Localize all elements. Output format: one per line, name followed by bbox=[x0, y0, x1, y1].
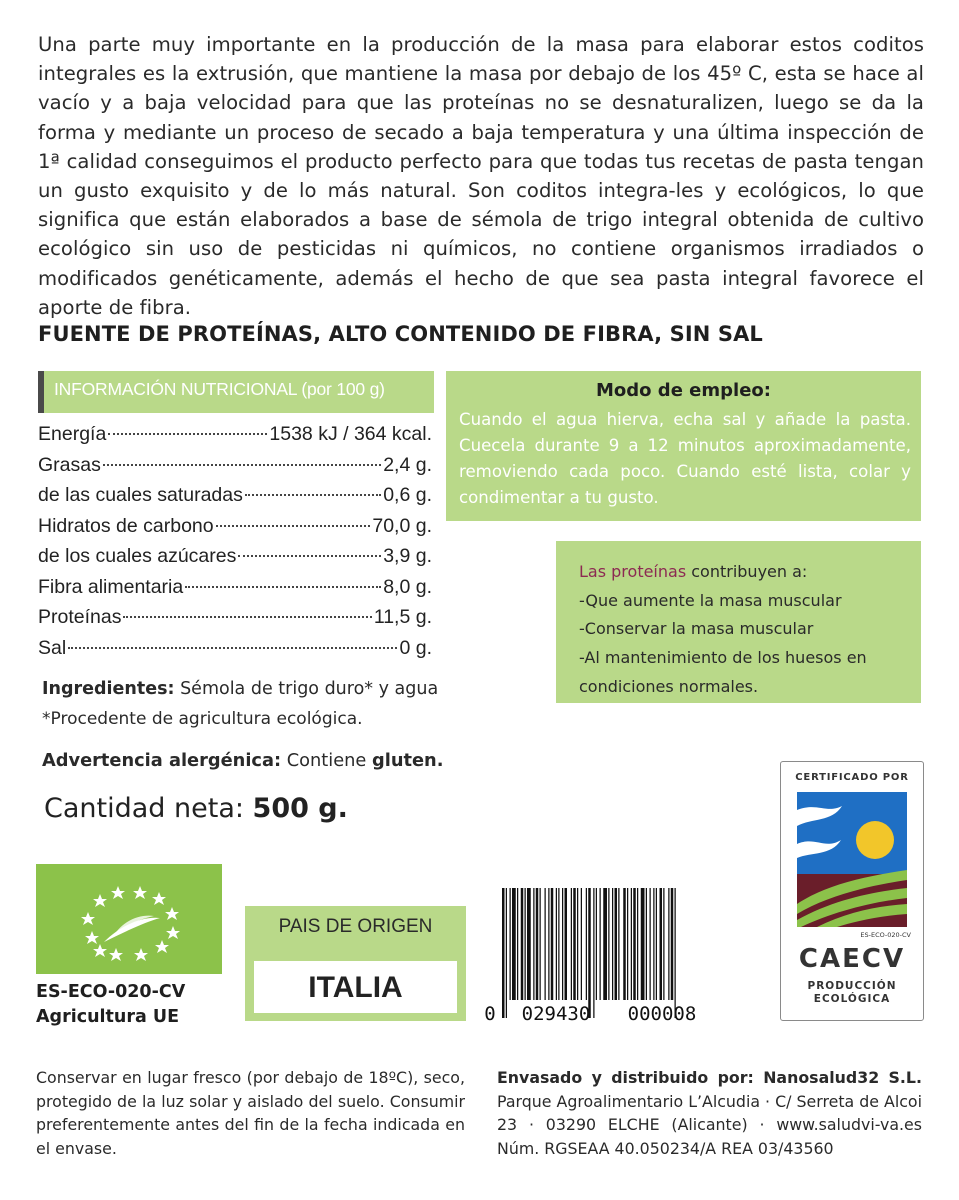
nutrition-label: de los cuales azúcares bbox=[38, 545, 237, 567]
barcode-bar bbox=[577, 888, 578, 1000]
eu-leaf-icon bbox=[36, 864, 222, 974]
barcode-bar bbox=[588, 888, 591, 1018]
eu-control-code: ES-ECO-020-CV bbox=[36, 982, 186, 1002]
eu-organic-code bbox=[36, 980, 185, 1030]
caecv-production bbox=[781, 980, 923, 1006]
barcode-bar bbox=[548, 888, 549, 1000]
dot-leader bbox=[245, 494, 381, 496]
barcode-bar bbox=[650, 888, 651, 1000]
barcode-bar bbox=[551, 888, 554, 1000]
nutrition-row bbox=[38, 515, 432, 546]
barcode-bar bbox=[646, 888, 647, 1000]
barcode-bar bbox=[510, 888, 511, 1000]
barcode-bar bbox=[633, 888, 636, 1000]
nutrition-header-title: INFORMACIÓN NUTRICIONAL (por 100 g) bbox=[54, 379, 385, 399]
nutrition-label: Energía bbox=[38, 423, 107, 445]
barcode-digits: 029430 bbox=[521, 1003, 591, 1023]
protein-intro-rest: contribuyen a: bbox=[686, 562, 808, 581]
nutrition-value: 0 g. bbox=[399, 636, 432, 659]
nutrition-row bbox=[38, 606, 432, 637]
caecv-production-line1: PRODUCCIÓN bbox=[807, 980, 897, 992]
barcode-bar bbox=[627, 888, 628, 1000]
barcode-bar bbox=[608, 888, 609, 1000]
usage-text: Cuando el agua hierva, echa sal y añade la pasta. Cuecela durante 9 a 12 minutos aproximadamente, removiendo cada poco. Cuando esté lista, colar y condimentar a tu gusto. bbox=[459, 410, 911, 507]
barcode-bar bbox=[653, 888, 654, 1000]
barcode-bar bbox=[525, 888, 526, 1000]
barcode-bar bbox=[671, 888, 674, 1000]
barcode-bar bbox=[663, 888, 664, 1000]
barcode-bar bbox=[512, 888, 516, 1000]
nutrition-label: Sal bbox=[38, 636, 67, 659]
caecv-certified-by: CERTIFICADO POR bbox=[795, 772, 909, 783]
barcode-bar bbox=[612, 888, 613, 1000]
barcode-bar bbox=[581, 888, 582, 1000]
dot-leader bbox=[123, 616, 371, 618]
barcode-bar bbox=[573, 888, 576, 1000]
dot-leader bbox=[216, 525, 371, 527]
dot-leader bbox=[103, 464, 381, 466]
usage-instructions-box bbox=[446, 371, 921, 521]
caecv-name: CAECV bbox=[798, 944, 906, 974]
ingredients-line bbox=[42, 679, 438, 699]
allergen-name: gluten. bbox=[372, 750, 444, 771]
nutrition-label: Fibra alimentaria bbox=[38, 575, 184, 598]
barcode-bar bbox=[615, 888, 618, 1000]
barcode-bar bbox=[502, 888, 505, 1018]
nutrition-value: 8,0 g. bbox=[383, 575, 432, 598]
caecv-code: ES-ECO-020-CV bbox=[860, 931, 911, 939]
nutrition-label: de las cuales saturadas bbox=[38, 484, 243, 506]
caecv-emblem-icon bbox=[797, 792, 907, 927]
barcode-bar bbox=[540, 888, 541, 1000]
packager-info bbox=[497, 1066, 922, 1160]
nutrition-value: 1538 kJ / 364 kcal. bbox=[269, 423, 432, 445]
allergen-label: Advertencia alergénica: bbox=[42, 750, 282, 771]
barcode-bar bbox=[603, 888, 607, 1000]
barcode-bar bbox=[565, 888, 568, 1000]
caecv-production-line2: ECOLÓGICA bbox=[813, 993, 891, 1005]
dot-leader bbox=[185, 586, 381, 588]
barcode-bar bbox=[596, 888, 597, 1000]
allergen-warning bbox=[42, 750, 443, 771]
protein-claims-intro bbox=[579, 558, 909, 587]
barcode-bar bbox=[586, 888, 587, 1000]
net-quantity-label: Cantidad neta: bbox=[44, 793, 253, 824]
barcode-bar bbox=[533, 888, 534, 1000]
origin-value: ITALIA bbox=[308, 971, 403, 1004]
nutrition-value: 2,4 g. bbox=[383, 453, 432, 476]
nutrition-table bbox=[38, 423, 432, 667]
barcode-bar bbox=[660, 888, 663, 1000]
barcode-bar bbox=[506, 888, 507, 1018]
nutrition-header bbox=[38, 371, 434, 413]
nutrition-row bbox=[38, 484, 432, 515]
storage-instructions: Conservar en lugar fresco (por debajo de 18ºC), seco, protegido de la luz solar y aislado del suelo. Consumir preferentemente antes del fin de la fecha indicada en el envase. bbox=[36, 1068, 465, 1158]
barcode-bar bbox=[545, 888, 546, 1000]
nutrition-label: Proteínas bbox=[38, 606, 122, 628]
eu-organic-leaf-logo bbox=[36, 864, 222, 974]
nutrition-value: 3,9 g. bbox=[383, 545, 432, 567]
origin-value-box bbox=[254, 961, 457, 1013]
barcode-bar bbox=[656, 888, 657, 1000]
origin-label: PAIS DE ORIGEN bbox=[278, 916, 433, 937]
barcode-bar bbox=[631, 888, 632, 1000]
claims-headline: FUENTE DE PROTEÍNAS, ALTO CONTENIDO DE FIBRA, SIN SAL bbox=[38, 322, 763, 346]
barcode-bar bbox=[623, 888, 626, 1000]
barcode-bar bbox=[637, 888, 638, 1000]
barcode-bar bbox=[600, 888, 601, 1000]
ingredients-label: Ingredientes: bbox=[42, 679, 175, 699]
dot-leader bbox=[68, 647, 397, 649]
caecv-certification-logo bbox=[780, 761, 924, 1021]
packager-label: Envasado y distribuido por: Nanosalud32 S.L. bbox=[497, 1068, 922, 1087]
barcode-bar bbox=[556, 888, 557, 1000]
net-quantity-value: 500 g. bbox=[252, 793, 348, 824]
protein-claim-item: -Conservar la masa muscular bbox=[579, 619, 814, 639]
allergen-text: Contiene bbox=[281, 750, 373, 771]
nutrition-value: 0,6 g. bbox=[383, 484, 432, 506]
usage-title: Modo de empleo: bbox=[596, 380, 771, 401]
barcode-digits: 000008 bbox=[627, 1003, 697, 1023]
barcode-bar bbox=[668, 888, 669, 1000]
nutrition-row bbox=[38, 637, 432, 668]
country-of-origin-box bbox=[245, 906, 466, 1021]
protein-claims-text bbox=[579, 558, 909, 702]
net-quantity bbox=[44, 793, 348, 824]
nutrition-row bbox=[38, 545, 432, 576]
product-description: Una parte muy importante en la producción de la masa para elaborar estos coditos integrales es la extrusión, que mantiene la masa por debajo de los 45º C, esta se hace al vacío y a baja velocidad para que las proteínas no se desnaturalizen, luego se da la forma y mediante un proceso de secado a baja temperatura y una última inspección de 1ª calidad conseguimos el producto perfecto para que todas tus recetas de pasta tengan un gusto exquisito y de lo más natural. Son coditos integra-les y ecológicos, lo que significa que están elaborados a base de sémola de trigo integral obtenida de cultivo ecológico sin uso de pesticidas ni químicos, no contiene organismos irradiados o modificados genéticamente, además el hecho de que sea pasta integral favorece el aporte de fibra. bbox=[38, 33, 924, 319]
eu-agriculture-origin: Agricultura UE bbox=[36, 1007, 180, 1027]
barcode-bars bbox=[484, 888, 744, 1023]
barcode-bar bbox=[517, 888, 518, 1000]
packager-address: Parque Agroalimentario L’Alcudia · C/ Serreta de Alcoi 23 · 03290 ELCHE (Alicante) · www.saludvi-va.es Núm. RGSEAA 40.050234/A REA 03/43560 bbox=[497, 1091, 922, 1158]
dot-leader bbox=[238, 555, 381, 557]
protein-accent: Las proteínas bbox=[579, 562, 687, 581]
nutrition-label: Grasas bbox=[38, 453, 101, 476]
barcode bbox=[484, 888, 744, 1023]
nutrition-row bbox=[38, 576, 432, 607]
barcode-bar bbox=[641, 888, 645, 1000]
nutrition-row bbox=[38, 454, 432, 485]
barcode-bar bbox=[618, 888, 619, 1000]
barcode-digits: 0 bbox=[484, 1003, 496, 1023]
nutrition-label: Hidratos de carbono bbox=[38, 514, 214, 537]
nutrition-value: 11,5 g. bbox=[373, 606, 432, 628]
barcode-bar bbox=[521, 888, 524, 1000]
barcode-bar bbox=[593, 888, 594, 1018]
ingredients-note: *Procedente de agricultura ecológica. bbox=[42, 709, 363, 729]
nutrition-row bbox=[38, 423, 432, 454]
dot-leader bbox=[108, 433, 267, 435]
nutrition-header-bar bbox=[38, 371, 44, 413]
protein-claims-box bbox=[556, 541, 921, 703]
nutrition-value: 70,0 g. bbox=[372, 514, 432, 537]
barcode-bar bbox=[562, 888, 563, 1000]
ingredients-text: Sémola de trigo duro* y agua bbox=[174, 679, 439, 699]
protein-claim-item: -Que aumente la masa muscular bbox=[579, 590, 842, 610]
barcode-bar bbox=[571, 888, 572, 1000]
protein-claim-item: -Al mantenimiento de los huesos en condiciones normales. bbox=[579, 648, 867, 696]
barcode-bar bbox=[675, 888, 676, 1018]
barcode-bar bbox=[558, 888, 559, 1000]
barcode-bar bbox=[527, 888, 531, 1000]
barcode-bar bbox=[536, 888, 539, 1000]
